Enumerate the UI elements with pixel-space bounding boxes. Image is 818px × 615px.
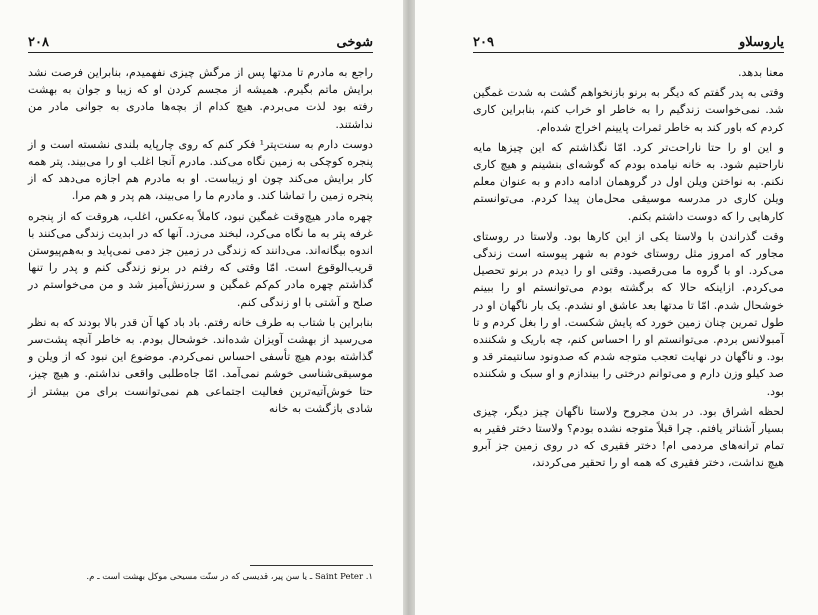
- body-text: [473, 64, 784, 472]
- left-page: [0, 0, 403, 615]
- right-page: [415, 0, 818, 615]
- paragraph: وقتی به پدر گفتم که دیگر به برنو بازنخواهم گشت به شدت غمگین شد. نمی‌خواست زندگیم را به خاطر او خراب کنم، بنابراین کاری کردم که باور کند به خاطر ثمرات پایینم اخراج شده‌ام.: [473, 86, 784, 134]
- body-text: [28, 64, 373, 417]
- page-header: [28, 28, 373, 53]
- paragraph: دوست دارم به سنت‌پتر¹ فکر کنم که روی چارپایه بلندی نشسته است و از پنجره کوچکی به زمین نگاه می‌کند. مادرم آنجا اغلب او را می‌بیند. پتر همه کار برایش می‌کند چون او زیباست. او به مادرم هم اجازه می‌دهد که از پنجره زمین را تماشا کند. و مادرم ما را می‌بیند، هم پدر و هم مرا.: [28, 137, 373, 203]
- running-head: یاروسلاو: [738, 35, 784, 50]
- paragraph: معنا بدهد.: [737, 66, 784, 79]
- footnote-rule: [250, 565, 373, 566]
- page-number: ۲۰۹: [473, 35, 494, 50]
- footnote: ۱. Saint Peter ـ یا سن پیر، قدیسی که در سنّت مسیحی موکل بهشت است ـ م.: [86, 572, 373, 582]
- paragraph: و این او را حتا ناراحت‌تر کرد. امّا نگذاشتم که این چیزها مایه ناراحتیم شود. به خانه نیامده بودم که گوشه‌ای بنشینم و هیچ کاری نکنم. به نواختن ویلن اول در گروهمان ادامه دادم و به عنوان معلم ویلن کاری در مدرسه موسیقی محل‌مان پیدا کردم. می‌توانستم کارهایی را که دوست داشتم بکنم.: [473, 140, 784, 223]
- paragraph: لحظه اشراق بود. در بدن مجروح ولاستا ناگهان چیز دیگر، چیزی بسیار آشناتر یافتم. چرا قبلاً متوجه نشده بودم؟ ولاستا دختر فقیر به تمام ترانه‌های مردمی ام! دختر فقیری که در روی زمین جز آبرو هیچ نداشت، دختر فقیری که همه او را تحقیر می‌کردند،: [473, 404, 784, 470]
- page-header: [473, 28, 784, 53]
- running-head: شوخی: [336, 35, 373, 50]
- paragraph: چهره مادر هیچ‌وقت غمگین نبود، کاملاً به‌عکس، اغلب، هروقت که از پنجره غرفه پتر به ما نگاه می‌کرد، لبخند می‌زد. آنها که در ابدیت زندگی می‌کنند با اندوه بیگانه‌اند. می‌دانند که زندگی در زمین جز دمی نمی‌پاید و به‌هم‌پیوستن قریب‌الوقوع است. امّا وقتی که رفتم در برنو زندگی کنم و پدر را تنها گذاشتم چهره مادر کم‌کم غمگین و سرزنش‌آمیز شد و من می‌خواستم در صلح و آشتی با او زندگی کنم.: [28, 209, 373, 309]
- book-gutter: [403, 0, 415, 615]
- paragraph: وقت گذراندن با ولاستا یکی از این کارها بود. ولاستا در روستای مجاور که امروز مثل روستای خودم به شهر پیوسته است زندگی می‌کرد. او با گروه ما می‌رقصید. وقتی او را دیدم در برنو تحصیل می‌کردم. ازاینکه حالا که برگشته بودم می‌توانستم او را ببینم خوشحال شدم. امّا تا مدتها بعد عاشق او نشدم. یک بار ناگهان او در طول تمرین چنان زمین خورد که پایش شکست. او را بغل کردم و تا آمبولانس بردم. می‌توانستم او را احساس کنم، چه باریک و شکننده بود. و ناگهان در نهایت تعجب متوجه شدم که صدونود سانتیمتر قد و صد کیلو وزن دارم و می‌توانم درختی را بیندازم و او سبک و شکننده بود.: [473, 229, 784, 398]
- paragraph: راجع به مادرم تا مدتها پس از مرگش چیزی نفهمیدم، بنابراین فرصت نشد برایش ماتم بگیرم. همیشه از مجسم کردن او که زیبا و جوان به بهشت رفته بود لذت می‌بردم. هیچ کدام از بچه‌ها مادری به جوانی مادر من نداشتند.: [28, 66, 373, 131]
- page-number: ۲۰۸: [28, 35, 49, 50]
- paragraph: بنابراین با شتاب به طرف خانه رفتم. باد باد کها آن قدر بالا بودند که به نظر می‌رسید از بهشت آویزان شده‌اند. خوشحال بودم. به خاطر آنچه پشت‌سر گذاشته بودم هیچ تأسفی احساس نمی‌کردم. موضوع این نبود که از ویلن و موسیقی‌شناسی خوشم نمی‌آمد. امّا جاه‌طلبی واقعی نداشتم. و هیچ چیز، حتا خوش‌آتیه‌ترین فعالیت اجتماعی هم نمی‌توانست برای من بیشتر از شادی بازگشت به خانه: [28, 315, 373, 415]
